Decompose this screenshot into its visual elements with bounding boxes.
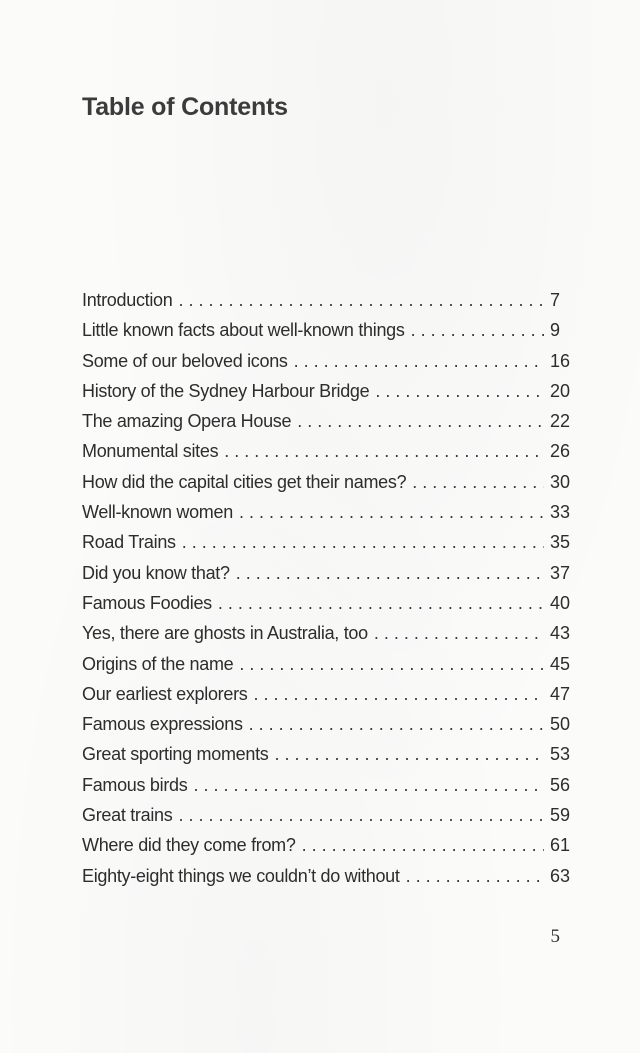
toc-entry-title: Road Trains bbox=[82, 532, 176, 553]
toc-entry-page: 37 bbox=[550, 562, 571, 583]
toc-entry bbox=[82, 714, 571, 744]
toc-entry-page: 56 bbox=[550, 774, 571, 795]
toc-entry-page: 22 bbox=[550, 411, 571, 432]
toc-entry-title: Well-known women bbox=[82, 502, 233, 523]
dot-leader bbox=[253, 684, 544, 705]
page-number: 5 bbox=[550, 926, 560, 947]
toc-entry-page: 35 bbox=[550, 532, 571, 553]
toc-entry-title: Did you know that? bbox=[82, 562, 230, 583]
toc-entry-title: Where did they come from? bbox=[82, 835, 296, 856]
toc-entry-page: 45 bbox=[550, 653, 571, 674]
dot-leader bbox=[406, 866, 544, 887]
dot-leader bbox=[375, 381, 544, 402]
toc-entry-title: Famous Foodies bbox=[82, 592, 212, 613]
toc-entry bbox=[82, 562, 571, 593]
toc-entry-page: 26 bbox=[550, 441, 571, 462]
toc-entry-title: History of the Sydney Harbour Bridge bbox=[82, 380, 370, 401]
toc-entry-title: Great trains bbox=[82, 805, 173, 826]
toc-entry-page: 43 bbox=[550, 623, 571, 644]
toc-entry bbox=[82, 592, 571, 623]
toc-entry bbox=[82, 865, 571, 896]
dot-leader bbox=[294, 351, 544, 372]
toc-entry-page: 9 bbox=[550, 320, 561, 341]
toc-entry bbox=[82, 290, 560, 320]
toc-entry bbox=[82, 683, 571, 714]
toc-entry bbox=[82, 320, 560, 350]
dot-leader bbox=[239, 502, 544, 523]
dot-leader bbox=[193, 775, 544, 796]
toc-entry-title: Yes, there are ghosts in Australia, too bbox=[82, 623, 368, 644]
toc-entry-title: How did the capital cities get their names? bbox=[82, 471, 407, 492]
dot-leader bbox=[274, 744, 544, 765]
toc-entry bbox=[82, 805, 571, 835]
toc-entry-page: 50 bbox=[550, 714, 571, 735]
toc-entry bbox=[82, 532, 571, 562]
toc-entry-title: Our earliest explorers bbox=[82, 683, 248, 704]
toc-entry-title: Famous expressions bbox=[82, 714, 243, 735]
dot-leader bbox=[239, 654, 544, 675]
dot-leader bbox=[249, 714, 544, 735]
toc-entry bbox=[82, 835, 571, 865]
toc-entry bbox=[82, 744, 571, 774]
toc-entry-page: 40 bbox=[550, 592, 571, 613]
toc-entry-title: Introduction bbox=[82, 290, 173, 310]
toc-entry-title: The amazing Opera House bbox=[82, 411, 292, 432]
toc-entry bbox=[82, 774, 571, 805]
dot-leader bbox=[412, 472, 544, 493]
toc-entry-title: Little known facts about well-known things bbox=[82, 320, 405, 341]
toc-entry-page: 61 bbox=[550, 835, 571, 856]
toc-entry bbox=[82, 380, 571, 411]
toc-entry-title: Some of our beloved icons bbox=[82, 350, 288, 371]
toc-entry bbox=[82, 623, 571, 653]
toc-entry-page: 63 bbox=[550, 865, 571, 886]
dot-leader bbox=[178, 290, 544, 311]
dot-leader bbox=[218, 593, 544, 614]
table-of-contents bbox=[82, 290, 571, 896]
toc-entry-title: Monumental sites bbox=[82, 441, 219, 462]
toc-entry-page: 30 bbox=[550, 471, 571, 492]
toc-entry-page: 59 bbox=[550, 805, 571, 826]
dot-leader bbox=[302, 835, 544, 856]
dot-leader bbox=[178, 805, 544, 826]
toc-entry-page: 33 bbox=[550, 502, 571, 523]
toc-entry-title: Famous birds bbox=[82, 774, 188, 795]
toc-entry-title: Origins of the name bbox=[82, 653, 234, 674]
dot-leader bbox=[297, 411, 544, 432]
toc-entry bbox=[82, 502, 571, 532]
dot-leader bbox=[411, 320, 544, 341]
toc-entry-title: Eighty-eight things we couldn’t do without bbox=[82, 865, 400, 886]
toc-entry-page: 20 bbox=[550, 380, 571, 401]
dot-leader bbox=[374, 623, 544, 644]
toc-entry bbox=[82, 653, 571, 684]
dot-leader bbox=[236, 563, 544, 584]
toc-entry bbox=[82, 441, 571, 471]
dot-leader bbox=[224, 441, 544, 462]
toc-entry bbox=[82, 471, 571, 502]
toc-entry-page: 16 bbox=[550, 350, 571, 371]
toc-entry-page: 47 bbox=[550, 683, 571, 704]
toc-entry bbox=[82, 350, 571, 381]
toc-entry-title: Great sporting moments bbox=[82, 744, 269, 765]
page-title: Table of Contents bbox=[82, 93, 288, 121]
toc-entry-page: 7 bbox=[550, 290, 561, 310]
toc-entry bbox=[82, 411, 571, 441]
toc-entry-page: 53 bbox=[550, 744, 571, 765]
dot-leader bbox=[182, 532, 544, 553]
